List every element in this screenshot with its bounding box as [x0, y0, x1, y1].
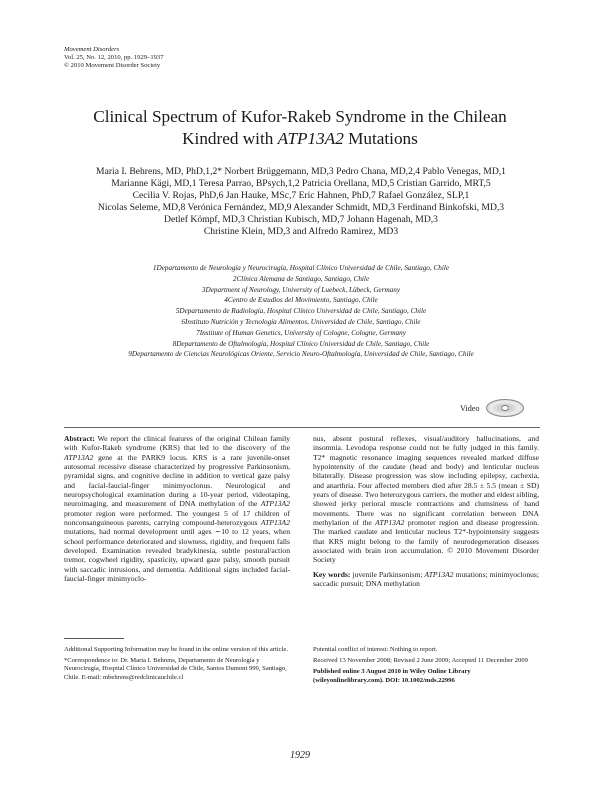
- gene-name: ATP13A2: [375, 518, 405, 528]
- video-disc-icon[interactable]: [486, 399, 524, 417]
- gene-name: ATP13A2: [260, 499, 290, 509]
- abstract-segment: promoter region and disease progression. The marked caudate and lenticular nucleus T2*-hypointensity suggests that KRS might belong to the family of neurodegeneration diseases associated with brain iron accumulation. © 2010 Movement Disorder Society: [313, 518, 539, 565]
- title-line-2-post: Mutations: [343, 129, 418, 148]
- footnote-supporting-info: Additional Supporting Information may be found in the online version of this article.: [64, 646, 288, 653]
- footnote-published: [313, 668, 539, 684]
- affiliation: 3Department of Neurology, University of Luebeck, Lübeck, Germany: [201, 285, 401, 294]
- title-gene: ATP13A2: [277, 129, 344, 148]
- page-number: 1929: [290, 750, 310, 761]
- video-link[interactable]: [460, 399, 524, 417]
- gene-name: ATP13A2: [64, 452, 94, 462]
- article-title: [60, 106, 540, 150]
- affiliation: 8Departamento de Oftalmología, Hospital Clínico Universidad de Chile, Santiago, Chile: [172, 339, 430, 348]
- keywords-heading: Key words:: [313, 569, 351, 579]
- affiliation-list: [66, 263, 536, 360]
- abstract-left-column: [64, 434, 290, 584]
- title-line-2-pre: Kindred with: [182, 129, 278, 148]
- abstract-segment: gene at the PARK9 locus. KRS is a rare juvenile-onset autosomal recessive disease characterized by progressive Parkinsonism, pyramidal signs, and cognitive decline in addition to vertical gaze palsy and facial-faucial-finger minimyoclonus. Neurological and neuropsychological examination during a 10-year period, videotaping, neuroimaging, and measurement of DNA methylation of the: [64, 452, 290, 509]
- title-line-1: Clinical Spectrum of Kufor-Rakeb Syndrome in the Chilean: [93, 107, 507, 126]
- journal-name: Movement Disorders: [64, 46, 120, 53]
- footnote-rule: [64, 638, 124, 639]
- footnote-conflict: Potential conflict of interest: Nothing to report.: [313, 646, 438, 653]
- author-line: Christine Klein, MD,3 and Alfredo Ramirez, MD3: [203, 226, 399, 237]
- abstract-text: [64, 434, 290, 584]
- affiliation: 4Centro de Estudios del Movimiento, Santiago, Chile: [224, 296, 378, 305]
- author-line: Marianne Kägi, MD,1 Teresa Parrao, BPsych,1,2 Patricia Orellana, MD,5 Cristian Garrido, MRT,5: [111, 178, 491, 189]
- author-line: Nicolas Seleme, MD,8 Verónica Fernández, MD,9 Alexander Schmidt, MD,3 Ferdinand Binkofski, MD,3: [97, 202, 505, 213]
- abstract-text-continued: [313, 434, 539, 565]
- gene-name: ATP13A2: [424, 569, 454, 579]
- keywords-segment: mutations; minimyoclonus; saccadic pursuit; DNA methylation: [313, 569, 539, 589]
- abstract-segment: We report the clinical features of the original Chilean family with Kufor-Rakeb syndrome (KRS) that led to the discovery of the: [64, 434, 290, 453]
- affiliation: 5Departamento de Radiología, Hospital Clínico Universidad de Chile, Santiago, Chile: [175, 307, 427, 316]
- affiliation: 2Clínica Alemana de Santiago, Santiago, Chile: [232, 274, 370, 283]
- footnotes-right: [313, 646, 539, 688]
- author-line: Detlef Kömpf, MD,3 Christian Kubisch, MD,7 Johann Hagenah, MD,3: [164, 214, 438, 225]
- gene-name: ATP13A2: [260, 518, 290, 528]
- abstract-segment: nus, absent postural reflexes, visual/auditory hallucinations, and insomnia. Levodopa response could not be fully judged in this family. T2* magnetic resonance imaging sequences revealed marked diffuse hypointensity of the caudate (head and body) and lenticular nucleus bilaterally. Disease progression was slow including epilepsy, cachexia, and anarthria. Four affected members died after 28.5 ± 5.5 (mean ± SD) years of disease. Two heterozygous carriers, the mother and eldest sibling, showed jerky perioral muscle contractions and clumsiness of hand movements. There was no significant correlation between DNA methylation of the: [313, 434, 539, 528]
- abstract-heading: Abstract:: [64, 434, 95, 443]
- journal-copyright: © 2010 Movement Disorder Society: [64, 62, 161, 69]
- video-label[interactable]: Video: [460, 403, 480, 413]
- section-divider: [64, 427, 540, 428]
- keywords-segment: juvenile Parkinsonism;: [350, 569, 425, 579]
- footnote-correspondence: *Correspondence to: Dr. Maria I. Behrens, Departamento de Neurología y Neurocirugía, Hospital Clínico Universidad de Chile, Santos Dumont 999, Santiago, Chile. E-mail: mbehrens@redclinicauchile.cl: [64, 657, 287, 681]
- abstract-segment: promoter region were performed. The youngest 5 of 17 children of nonconsanguineous parents, carrying compound-heterozygous: [64, 508, 290, 528]
- published-info: Published online 3 August 2010 in Wiley Online Library (wileyonlinelibrary.com). DOI: 10.1002/mds.22996: [313, 668, 471, 684]
- affiliation: 7Institute of Human Genetics, University of Cologne, Cologne, Germany: [196, 328, 406, 337]
- footnotes-left: [64, 646, 290, 685]
- affiliation: 6Instituto Nutrición y Tecnología Alimentos, Universidad de Chile, Santiago, Chile: [181, 317, 421, 326]
- affiliation: 9Departamento de Ciencias Neurológicas Oriente, Servicio Neuro-Oftalmología, Universidad de Chile, Santiago, Chile: [128, 350, 474, 359]
- abstract-right-column: [313, 434, 539, 589]
- author-line: Maria I. Behrens, MD, PhD,1,2* Norbert Brüggemann, MD,3 Pedro Chana, MD,2,4 Pablo Venegas, MD,1: [96, 166, 506, 177]
- title-line-2: [60, 128, 540, 150]
- author-line: Cecilia V. Rojas, PhD,6 Jan Hauke, MSc,7 Eric Hahnen, PhD,7 Rafael González, SLP,1: [132, 190, 470, 201]
- author-list: [66, 166, 536, 238]
- keywords: [313, 570, 539, 589]
- abstract-segment: mutations, had normal development until ages ∼10 to 12 years, when school performance deteriorated and slowness, rigidity, and frequent falls developed. Examination revealed bradykinesia, subtle postural/action tremor, cogwheel rigidity, spasticity, upward gaze palsy, smooth pursuit with saccadic intrusions, and dementia. Additional signs included facial-faucial-finger minimyoclo-: [64, 527, 290, 584]
- journal-header: [64, 46, 164, 70]
- footnote-received: Received 13 November 2008; Revised 2 June 2009; Accepted 11 December 2009: [313, 657, 528, 665]
- affiliation: 1Departamento de Neurología y Neurocirugía, Hospital Clínico Universidad de Chile, Santiago, Chile: [152, 264, 450, 272]
- journal-volume: Vol. 25, No. 12, 2010, pp. 1929–1937: [64, 54, 164, 61]
